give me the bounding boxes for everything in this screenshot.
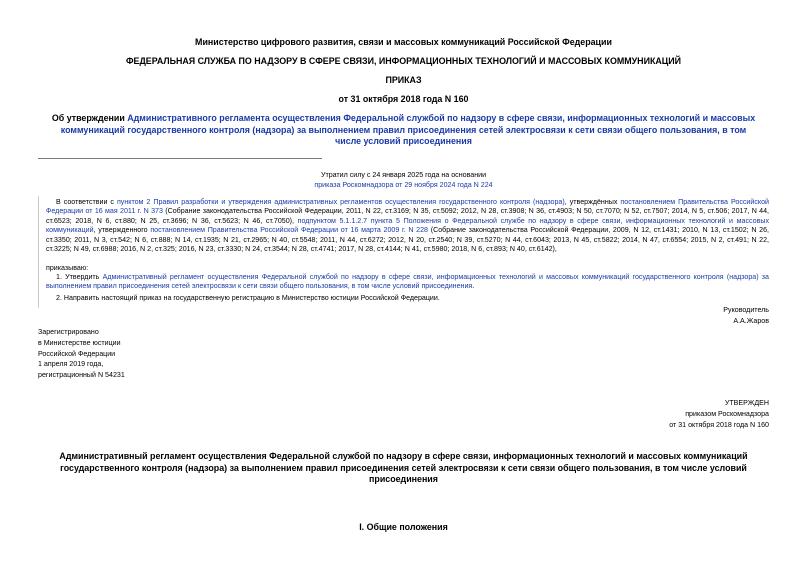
registration-line: 1 апреля 2019 года,	[38, 360, 104, 369]
signature-role: Руководитель	[723, 306, 769, 314]
order-verb: приказываю:	[46, 264, 89, 272]
approval-block	[669, 398, 769, 430]
regulation-link[interactable]: Административный регламент осуществления Федеральной службой по надзору в сфере связи, информационных технологий и массовых коммуникаций государственного контроля (надзора) за выполнением правил присоединения сетей электросвязи к сети связи общего пользования, в том числе условий присоединения	[46, 273, 770, 291]
government-decree-228-link[interactable]: постановлением Правительства Российской Федерации от 16 марта 2009 г. N 228	[150, 226, 429, 235]
clause-1-text: .	[472, 282, 475, 291]
signature-name: А.А.Жаров	[733, 317, 769, 325]
status-line: Утратил силу с 24 января 2025 года на основании	[320, 171, 487, 179]
preamble-text: , утвержденного	[93, 226, 151, 235]
preamble-text: В соответствии с	[56, 198, 117, 206]
registration-line: Зарегистрировано	[38, 328, 99, 336]
status-link-line	[30, 181, 777, 190]
clause-2: 2. Направить настоящий приказ на государственную регистрацию в Министерство юстиции Российской Федерации.	[56, 294, 440, 302]
section-title: I. Общие положения	[359, 522, 448, 532]
repeal-order-link[interactable]: приказа Роскомнадзора от 29 ноября 2024 года N 224	[314, 181, 493, 189]
approval-line: приказом Роскомнадзора	[685, 409, 769, 418]
doc-type-heading: ПРИКАЗ	[385, 75, 422, 85]
preamble-text: (Собрание законодательства Российской Федерации, 2011, N 22, ст.3169; N 35, ст.5092; 2012, N 28, ст.3908; N 36, ст.4903; N 50, ст.7070; N 52, ст.7507; 2014, N 5, ст.506; 2017, N 44, ст.6523; 2018, N 6, ст.880; N 25, ст.3696; N 36, ст.5623; N 46, ст.7050),	[46, 207, 770, 225]
preamble-text: (Собрание законодательства Российской Федерации, 2009, N 12, ст.1431; 2010, N 13, ст.1502; N 26, ст.3350; 2011, N 3, ст.542; N 6, ст.888; N 14, ст.1935; N 21, ст.2965; N 40, ст.5548; 2011, N 44, ст.6272; 2012, N 20, ст.2540; N 39, ст.5270; N 44, ст.6043; 2013, N 45, ст.5822; 2014, N 47, ст.6554; 2015, N 2, ст.491; N 22, ст.3225; N 49, ст.6988; 2016, N 2, ст.325; 2016, N 23, ст.3330; N 24, ст.3544; N 28, ст.4741; 2017, N 28, ст.4144; N 41, ст.5980; 2018, N 6, ст.893; N 40, ст.6142),	[46, 226, 770, 254]
rules-link[interactable]: пунктом 2 Правил разработки и утверждения административных регламентов осуществления государственного контроля (надзора)	[116, 198, 565, 206]
clause-1-text: 1. Утвердить	[56, 273, 103, 281]
clause-1	[46, 273, 769, 292]
preamble-paragraph	[46, 198, 769, 254]
title-divider	[38, 158, 322, 159]
service-heading: ФЕДЕРАЛЬНАЯ СЛУЖБА ПО НАДЗОРУ В СФЕРЕ СВЯЗИ, ИНФОРМАЦИОННЫХ ТЕХНОЛОГИЙ И МАССОВЫХ КОММУНИКАЦИЙ	[125, 56, 682, 66]
government-decree-373-link[interactable]: постановлением Правительства Российской Федерации от 16 мая 2011 г. N 373	[46, 198, 769, 216]
order-title	[50, 113, 757, 148]
preamble-text: , утверждённых	[564, 198, 621, 206]
approval-line: от 31 октября 2018 года N 160	[669, 420, 769, 429]
regulation-title: Административный регламент осуществления Федеральной службой по надзору в сфере связи, информационных технологий и массовых коммуникаций государственного контроля (надзора) за выполнением правил присоединения сетей электросвязи к сети связи общего пользования, в том числе условий присоединения	[59, 451, 748, 485]
ministry-heading: Министерство цифрового развития, связи и массовых коммуникаций Российской Федерации	[195, 37, 612, 47]
approval-line: УТВЕРЖДЕН	[724, 399, 769, 407]
subparagraph-link[interactable]: подпунктом 5.1.1.2.7 пункта 5 Положения о Федеральной службе по надзору в сфере связи, информационных технологий и массовых коммуникаций	[46, 216, 769, 235]
body-margin-bar	[38, 196, 39, 308]
order-title-link[interactable]: Административного регламента осуществления Федеральной службой по надзору в сфере связи, информационных технологий и массовых коммуникаций государственного контроля (надзора) за выполнением правил присоединения сетей электросвязи к сети связи общего пользования, в том числе условий присоединения	[60, 113, 756, 147]
registration-block	[38, 327, 125, 381]
registration-line: Российской Федерации	[38, 349, 116, 358]
order-date-number: от 31 октября 2018 года N 160	[338, 94, 469, 104]
order-title-prefix: Об утверждении	[51, 113, 128, 123]
registration-line: в Министерстве юстиции	[38, 338, 121, 347]
registration-line: регистрационный N 54231	[38, 371, 125, 380]
